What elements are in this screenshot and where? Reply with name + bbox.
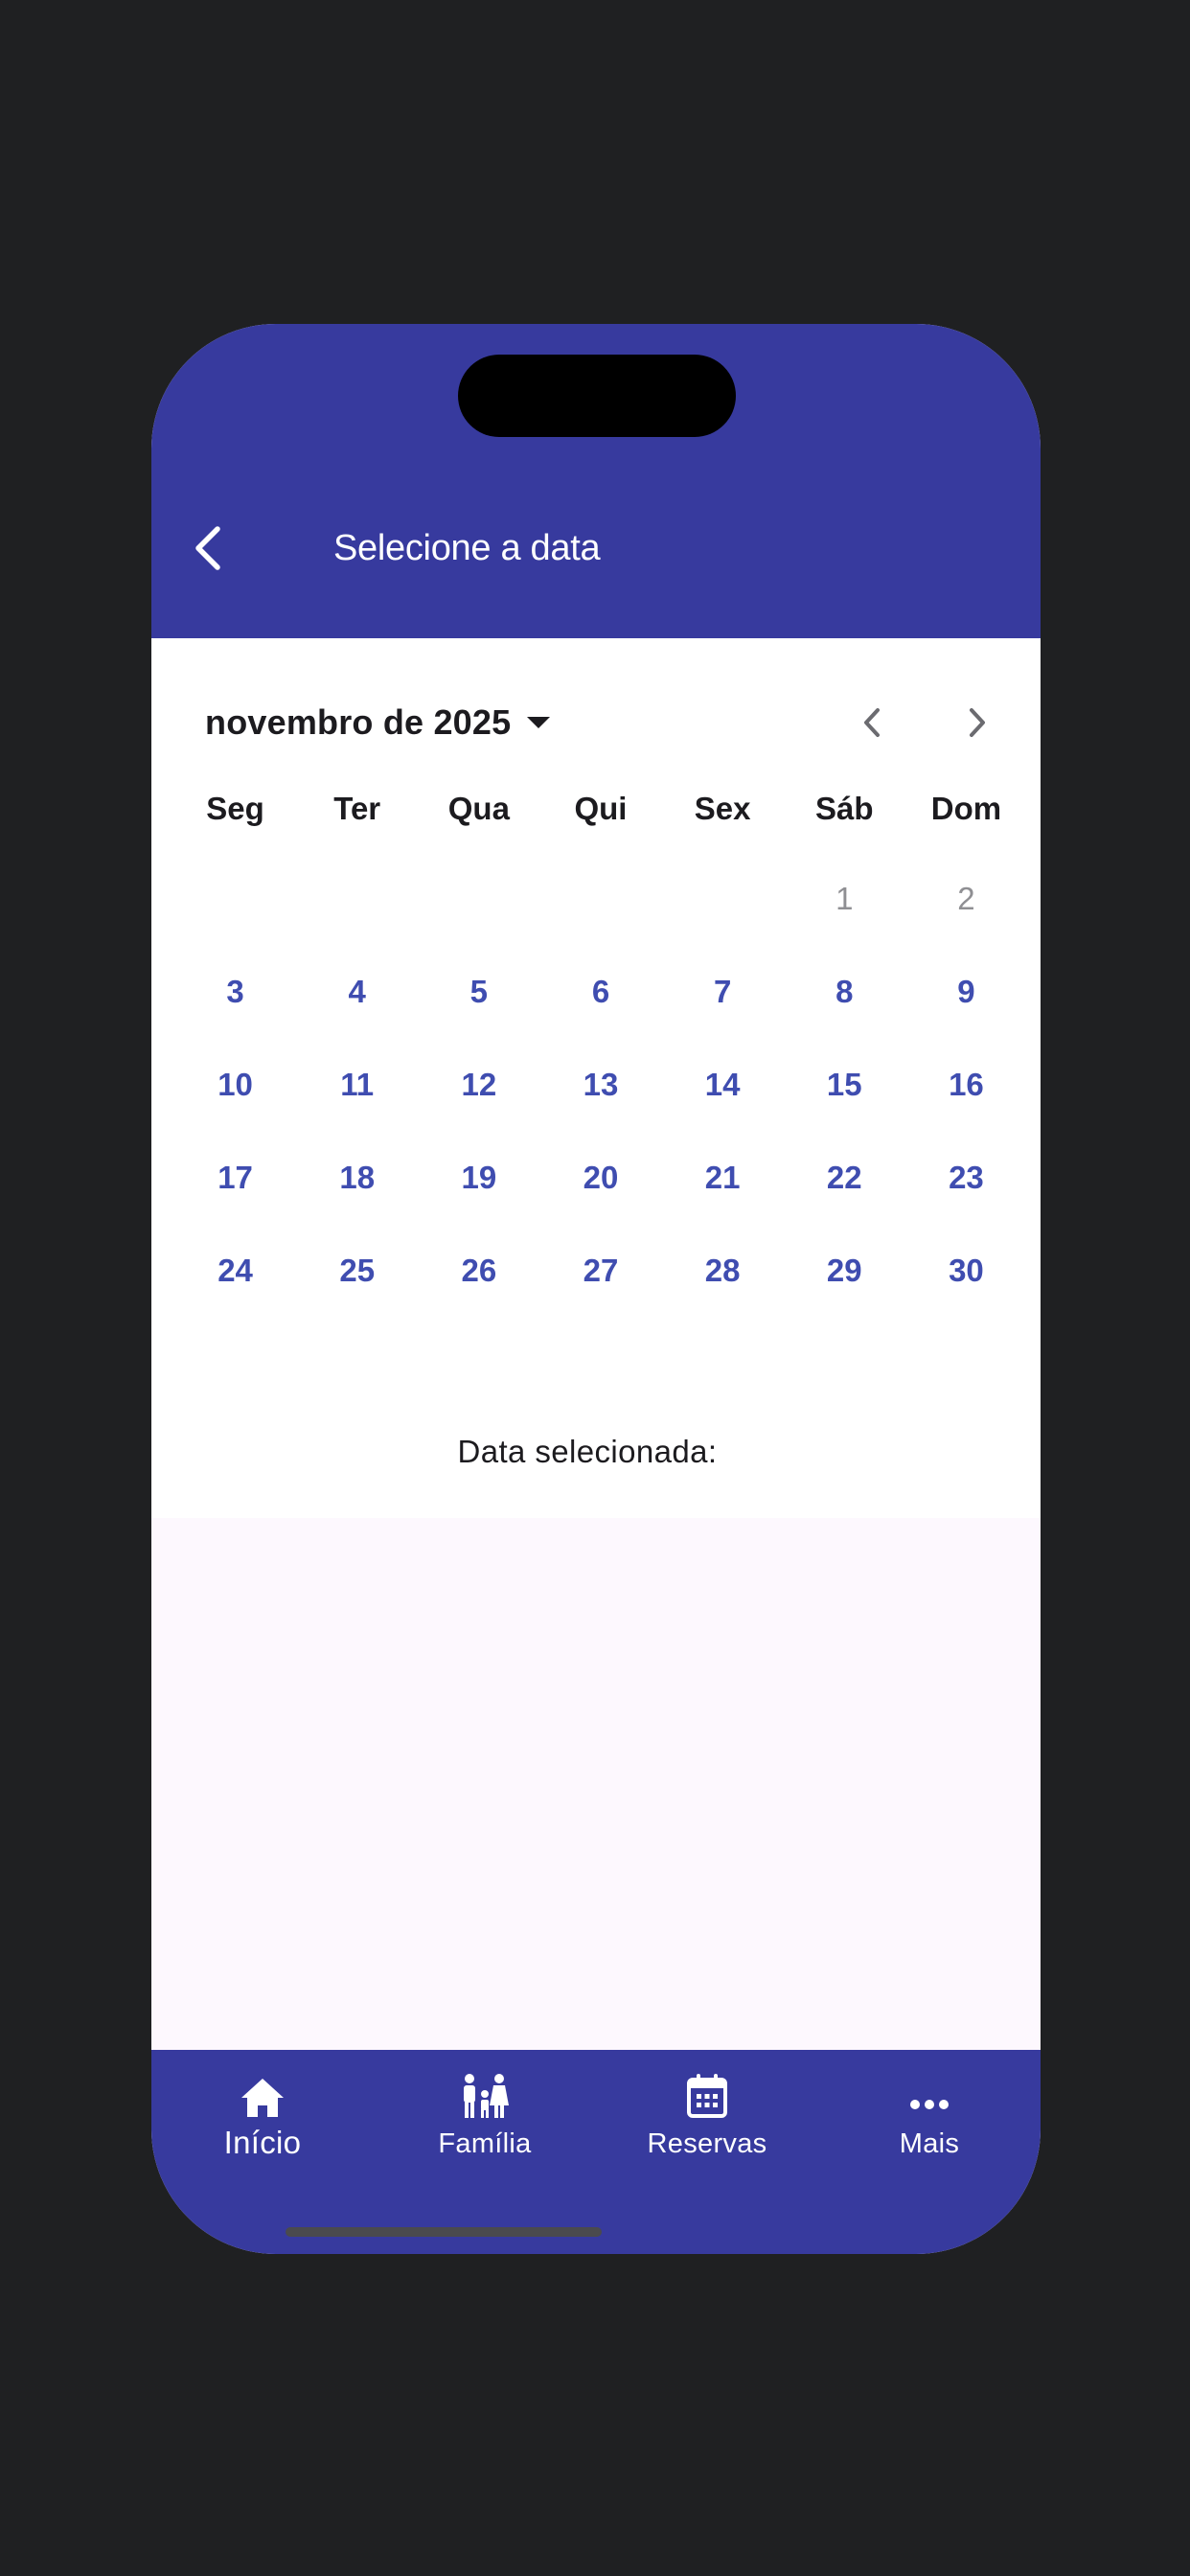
nav-item-inicio[interactable] <box>151 2063 374 2169</box>
weekday-label: Ter <box>333 791 381 826</box>
caret-down-icon <box>526 715 551 730</box>
calendar-day[interactable]: 30 <box>949 1253 984 1288</box>
calendar-day[interactable]: 5 <box>469 974 489 1009</box>
more-dots-icon <box>908 2090 950 2119</box>
calendar-day[interactable]: 29 <box>826 1253 862 1288</box>
weekday-header <box>174 780 1027 838</box>
calendar-day[interactable]: 9 <box>957 974 975 1009</box>
calendar-day-disabled: 2 <box>957 881 975 916</box>
calendar-day[interactable]: 13 <box>583 1067 619 1102</box>
calendar-day[interactable]: 26 <box>461 1253 497 1288</box>
calendar-day[interactable]: 12 <box>461 1067 497 1102</box>
weekday-label: Qua <box>447 791 510 826</box>
calendar-day[interactable]: 17 <box>217 1160 253 1195</box>
calendar-day[interactable]: 22 <box>826 1160 862 1195</box>
calendar-icon <box>686 2073 728 2119</box>
home-icon <box>240 2077 286 2119</box>
dynamic-island <box>458 355 736 437</box>
nav-label: Início <box>223 2125 302 2160</box>
empty-cell <box>662 870 784 963</box>
calendar-day[interactable]: 16 <box>949 1067 984 1102</box>
calendar-day[interactable]: 8 <box>835 974 854 1009</box>
nav-label: Reservas <box>647 2128 767 2159</box>
calendar-day[interactable]: 24 <box>217 1253 253 1288</box>
calendar-day[interactable]: 21 <box>704 1160 741 1195</box>
weekday-label: Dom <box>930 791 1002 826</box>
calendar-day[interactable]: 28 <box>704 1253 741 1288</box>
back-button[interactable] <box>178 518 238 578</box>
nav-item-familia[interactable] <box>374 2063 596 2169</box>
weekday-label: Qui <box>574 791 628 826</box>
empty-cell <box>418 870 539 963</box>
calendar-day[interactable]: 4 <box>348 974 366 1009</box>
home-indicator[interactable] <box>286 2227 602 2237</box>
next-month-button[interactable] <box>949 694 1006 751</box>
empty-cell <box>539 870 661 963</box>
nav-label: Mais <box>899 2128 960 2159</box>
chevron-left-icon <box>189 523 227 573</box>
empty-cell <box>174 870 296 963</box>
empty-cell <box>296 870 418 963</box>
calendar-grid <box>174 870 1027 1335</box>
calendar-day[interactable]: 7 <box>713 974 732 1009</box>
weekday-label: Sáb <box>815 791 874 826</box>
weekday-label: Sex <box>694 791 751 826</box>
selected-date-label: Data selecionada: <box>457 1434 718 1469</box>
calendar-day[interactable]: 6 <box>591 974 610 1009</box>
page-title: Selecione a data <box>333 528 601 568</box>
family-icon <box>460 2073 510 2119</box>
phone-screen <box>151 324 1041 2254</box>
chevron-right-icon <box>965 706 990 739</box>
chevron-left-icon <box>859 706 884 739</box>
bottom-navigation <box>151 2050 1041 2254</box>
calendar-day-disabled: 1 <box>835 881 854 916</box>
weekday-label: Seg <box>206 791 264 826</box>
calendar-day[interactable]: 10 <box>217 1067 253 1102</box>
calendar-day[interactable]: 23 <box>949 1160 984 1195</box>
calendar-day[interactable]: 25 <box>339 1253 376 1288</box>
app-bar <box>151 324 1041 638</box>
nav-label: Família <box>438 2128 532 2159</box>
calendar-day[interactable]: 15 <box>826 1067 862 1102</box>
calendar-day[interactable]: 11 <box>340 1067 375 1102</box>
calendar-day[interactable]: 3 <box>226 974 244 1009</box>
month-label: novembro de 2025 <box>205 702 512 742</box>
calendar-day[interactable]: 18 <box>339 1160 376 1195</box>
date-picker <box>151 638 1041 1518</box>
calendar-day[interactable]: 19 <box>461 1160 497 1195</box>
month-selector[interactable] <box>205 694 551 751</box>
previous-month-button[interactable] <box>843 694 901 751</box>
calendar-day[interactable]: 20 <box>583 1160 619 1195</box>
nav-item-mais[interactable] <box>818 2063 1041 2169</box>
nav-item-reservas[interactable] <box>596 2063 818 2169</box>
calendar-day[interactable]: 14 <box>704 1067 741 1102</box>
calendar-day[interactable]: 27 <box>583 1253 619 1288</box>
